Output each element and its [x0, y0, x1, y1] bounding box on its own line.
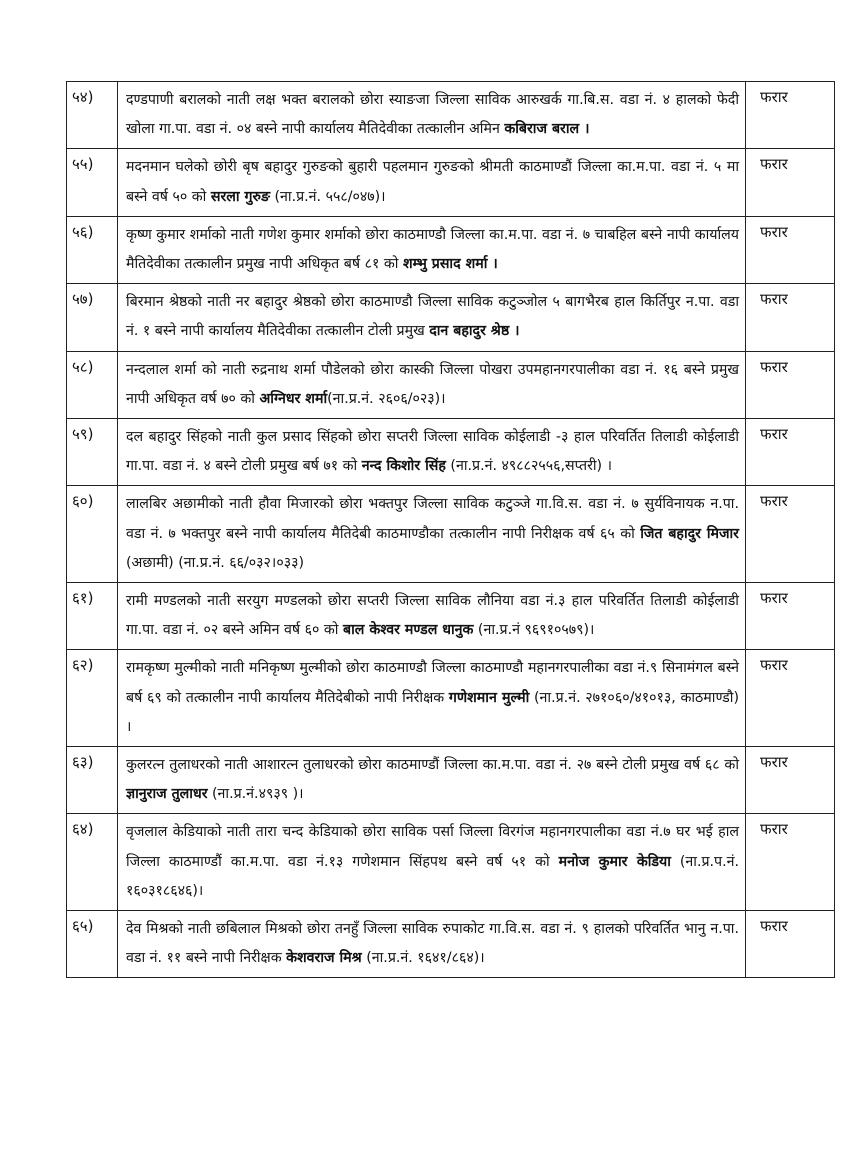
row-number: ५४)	[72, 88, 94, 106]
row-status-cell	[746, 583, 835, 650]
row-status-cell	[746, 351, 835, 418]
row-status-cell	[746, 650, 835, 747]
row-status-cell	[746, 747, 835, 814]
person-name: केशवराज मिश्र	[286, 950, 362, 967]
person-name: कबिराज बराल ।	[504, 121, 590, 138]
row-description	[118, 747, 745, 813]
row-status-cell	[746, 82, 835, 149]
status-label: फरार	[760, 589, 788, 608]
row-status-cell	[746, 284, 835, 351]
row-number-cell	[67, 814, 118, 911]
row-description-cell	[118, 583, 746, 650]
status-label: फरार	[760, 290, 788, 309]
row-description	[118, 583, 745, 649]
row-number-cell	[67, 351, 118, 418]
row-description	[118, 419, 745, 485]
table-row	[67, 911, 835, 978]
description-suffix: (ना.प्र.प.नं. १६०३१८६४६)।	[126, 853, 740, 899]
row-number-cell	[67, 583, 118, 650]
row-status-cell	[746, 216, 835, 283]
row-description-cell	[118, 284, 746, 351]
description-text: रामकृष्ण मुल्मीको नाती मनिकृष्ण मुल्मीको छोरा काठमाण्डौ जिल्ला काठमाण्डौ महानगरपालीका वडा नं.९ सिनामंगल बस्ने बर्ष ६९ को तत्कालीन नापी कार्यालय मैतिदेबीको नापी निरीक्षक	[126, 660, 739, 706]
row-status-cell	[746, 911, 835, 978]
status-label: फरार	[760, 656, 788, 675]
description-text: नन्दलाल शर्मा को नाती रुद्रनाथ शर्मा पौडेलको छोरा कास्की जिल्ला पोखरा उपमहानगरपालीका वडा नं. १६ बस्ने प्रमुख नापी अधिकृत वर्ष ७० को	[126, 361, 739, 407]
person-name: बाल केश्वर मण्डल धानुक	[342, 622, 474, 639]
description-suffix: (ना.प्र.नं. १६४१/८६४)।	[361, 950, 485, 967]
row-number: ५६)	[72, 222, 94, 241]
description-text: कुलरत्न तुलाधरको नाती आशारत्न तुलाधरको छोरा काठमाण्डौं जिल्ला का.म.पा. वडा नं. २७ बस्ने टोली प्रमुख वर्ष ६८ को	[126, 757, 739, 774]
row-number-cell	[67, 284, 118, 351]
person-name: नन्द किशोर सिंह	[361, 458, 446, 475]
description-suffix: (ना.प्र.नं ९६९१०५७९)।	[473, 622, 595, 639]
table-row	[67, 814, 835, 911]
row-number: ६२)	[72, 656, 94, 675]
person-name: अग्निधर शर्मा	[259, 390, 328, 407]
row-number: ६३)	[72, 753, 94, 772]
description-suffix: (ना.प्र.नं. २७१०६०/४१०१३, काठमाण्डौ) ।	[126, 689, 739, 735]
row-number-cell	[67, 419, 118, 486]
row-description	[118, 352, 745, 418]
description-text: दण्डपाणी बरालको नाती लक्ष भक्त बरालको छोरा स्याङजा जिल्ला साविक आरुखर्क गा.बि.स. वडा नं. ४ हालको फेदी खोला गा.पा. वडा नं. ०४ बस्ने नापी कार्यालय मैतिदेवीका तत्कालीन अमिन	[126, 92, 739, 138]
status-label: फरार	[760, 222, 788, 241]
row-number: ६४)	[72, 820, 94, 839]
table-row	[67, 583, 835, 650]
row-description-cell	[118, 814, 746, 911]
records-table-body	[67, 82, 835, 978]
table-row	[67, 747, 835, 814]
description-text: लालबिर अछामीको नाती हौवा मिजारको छोरा भक्तपुर जिल्ला साविक कटुञ्जे गा.वि.स. वडा नं. ७ सुर्यविनायक न.पा. वडा नं. ७ भक्तपुर बस्ने नापी कार्यालय मैतिदेबी काठमाण्डौका तत्कालीन नापी निरीक्षक वर्ष ६५ को	[126, 496, 739, 542]
row-number-cell	[67, 149, 118, 216]
person-name: मनोज कुमार केडिया	[558, 853, 671, 870]
row-description-cell	[118, 486, 746, 583]
table-row	[67, 284, 835, 351]
row-description-cell	[118, 216, 746, 283]
description-text: मदनमान घलेको छोरी बृष बहादुर गुरुङको बुहारी पहलमान गुरुङको श्रीमती काठमाण्डौं जिल्ला का.म.पा. वडा नं. ५ मा बस्ने वर्ष ५० को	[126, 159, 739, 205]
row-number-cell	[67, 216, 118, 283]
row-description-cell	[118, 82, 746, 149]
description-suffix: (ना.प्र.नं. ५५८/०४७)।	[270, 188, 386, 205]
status-label: फरार	[760, 88, 788, 106]
row-description	[118, 149, 745, 215]
row-status-cell	[746, 419, 835, 486]
records-table	[66, 81, 835, 978]
row-description	[118, 82, 745, 148]
status-label: फरार	[760, 820, 788, 839]
row-number-cell	[67, 911, 118, 978]
row-description	[118, 284, 745, 350]
person-name: गणेशमान मुल्मी	[448, 689, 530, 706]
status-label: फरार	[760, 917, 788, 936]
row-number: ६५)	[72, 917, 94, 936]
description-text: देव मिश्रको नाती छबिलाल मिश्रको छोरा तनहुँ जिल्ला साविक रुपाकोट गा.वि.स. वडा नं. ९ हालको परिवर्तित भानु न.पा. वडा नं. ११ बस्ने नापी निरीक्षक	[126, 921, 739, 967]
description-suffix: (अछामी) (ना.प्र.नं. ६६/०३२।०३३)	[126, 554, 304, 571]
person-name: सरला गुरुङ	[210, 188, 270, 205]
row-description-cell	[118, 149, 746, 216]
row-number: ५५)	[72, 155, 94, 174]
row-status-cell	[746, 486, 835, 583]
description-text: बिरमान श्रेष्ठको नाती नर बहादुर श्रेष्ठको छोरा काठमाण्डौ जिल्ला साविक कटुञ्जोल ५ बागभैरब हाल किर्तिपुर न.पा. वडा नं. १ बस्ने नापी कार्यालय मैतिदेवीका तत्कालीन टोली प्रमुख	[126, 294, 739, 340]
table-row	[67, 351, 835, 418]
description-suffix: (ना.प्र.नं. ४९८८२५५६,सप्तरी) ।	[445, 458, 612, 475]
description-suffix: (ना.प्र.नं. २६०६/०२३)।	[327, 390, 446, 407]
row-number-cell	[67, 650, 118, 747]
row-number: ५८)	[72, 357, 94, 376]
row-number-cell	[67, 747, 118, 814]
row-number: ५७)	[72, 290, 94, 309]
table-row	[67, 216, 835, 283]
row-description-cell	[118, 351, 746, 418]
status-label: फरार	[760, 753, 788, 772]
description-text: दल बहादुर सिंहको नाती कुल प्रसाद सिंहको छोरा सप्तरी जिल्ला साविक कोईलाडी -३ हाल परिवर्तित तिलाडी कोईलाडी गा.पा. वडा नं. ४ बस्ने टोली प्रमुख बर्ष ७१ को	[126, 429, 739, 475]
table-row	[67, 419, 835, 486]
row-description-cell	[118, 650, 746, 747]
row-number-cell	[67, 486, 118, 583]
row-description	[118, 911, 745, 977]
description-text: रामी मण्डलको नाती सरयुग मण्डलको छोरा सप्तरी जिल्ला साविक लौनिया वडा नं.३ हाल परिवर्तित तिलाडी कोईलाडी गा.पा. वडा नं. ०२ बस्ने अमिन वर्ष ६० को	[126, 593, 739, 639]
row-description	[118, 486, 745, 582]
row-number: ५९)	[72, 425, 94, 444]
person-name: जित बहादुर मिजार	[640, 525, 739, 542]
person-name: ज्ञानुराज तुलाधर	[126, 786, 208, 803]
description-text: कृष्ण कुमार शर्माको नाती गणेश कुमार शर्माको छोरा काठमाण्डौ जिल्ला का.म.पा. वडा नं. ७ चाबहिल बस्ने नापी कार्यालय मैतिदेवीका तत्कालीन प्रमुख नापी अधिकृत बर्ष ८१ को	[126, 226, 739, 273]
row-number: ६१)	[72, 589, 94, 608]
row-description	[118, 217, 745, 283]
table-row	[67, 149, 835, 216]
row-number-cell	[67, 82, 118, 149]
row-description	[118, 814, 745, 910]
person-name: शम्भु प्रसाद शर्मा ।	[402, 256, 498, 273]
person-name: दान बहादुर श्रेष्ठ ।	[429, 323, 520, 340]
row-status-cell	[746, 814, 835, 911]
row-description-cell	[118, 419, 746, 486]
row-description-cell	[118, 911, 746, 978]
row-status-cell	[746, 149, 835, 216]
description-text: वृजलाल केडियाको नाती तारा चन्द केडियाको छोरा साविक पर्सा जिल्ला विरगंज महानगरपालीका वडा नं.७ घर भई हाल जिल्ला काठमाण्डौं का.म.पा. वडा नं.१३ गणेशमान सिंहपथ बस्ने वर्ष ५१ को	[126, 824, 739, 870]
status-label: फरार	[760, 357, 788, 376]
row-description-cell	[118, 747, 746, 814]
row-number: ६०)	[72, 492, 94, 511]
status-label: फरार	[760, 492, 788, 511]
status-label: फरार	[760, 155, 788, 174]
table-row	[67, 650, 835, 747]
table-row	[67, 82, 835, 149]
description-suffix: (ना.प्र.नं.४९३९ )।	[207, 786, 304, 803]
row-description	[118, 650, 745, 746]
status-label: फरार	[760, 425, 788, 444]
table-row	[67, 486, 835, 583]
